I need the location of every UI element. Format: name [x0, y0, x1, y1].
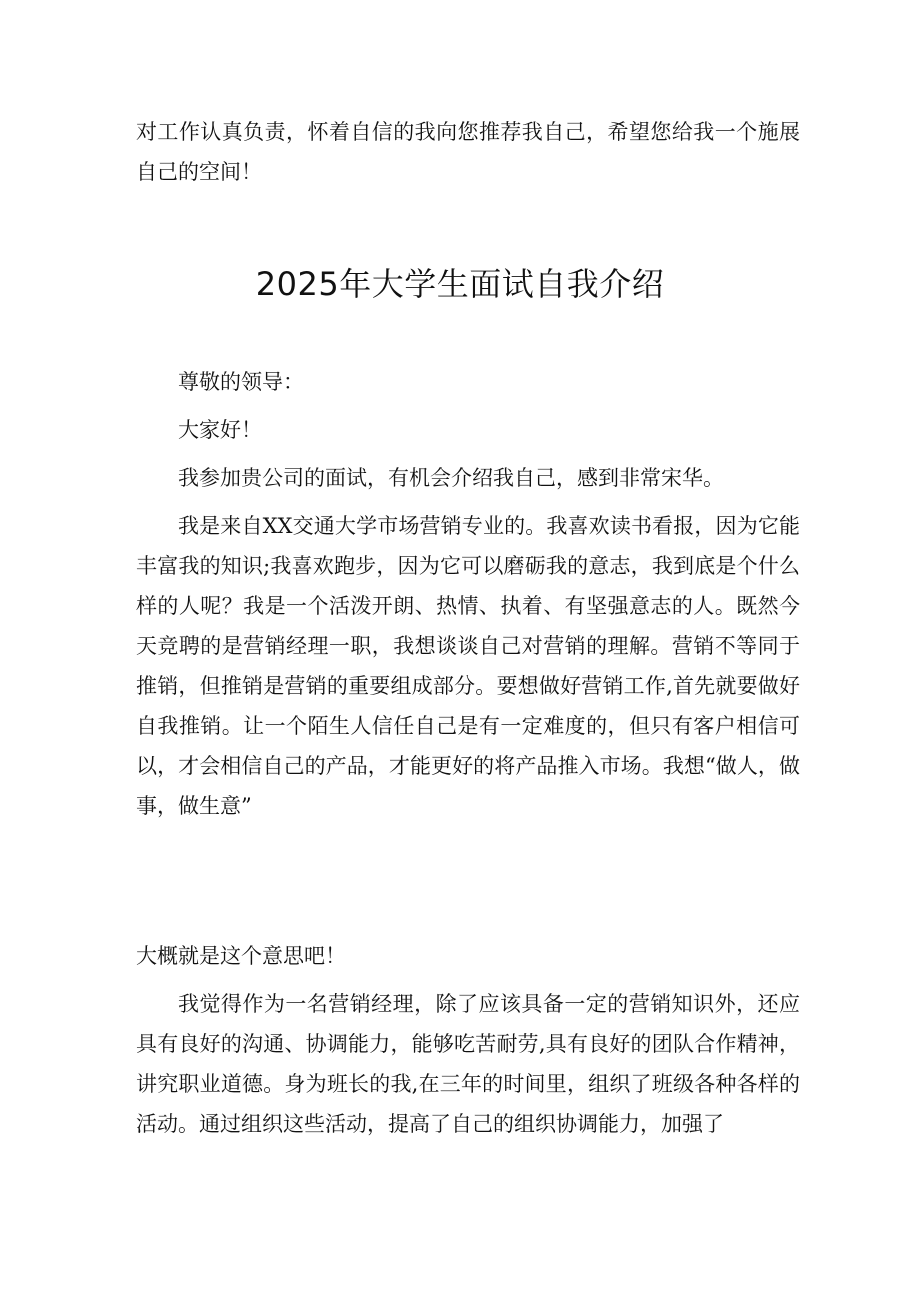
intro-tail-paragraph: 对工作认真负责，怀着自信的我向您推荐我自己，希望您给我一个施展自己的空间！	[136, 120, 800, 184]
paragraph-2: 我是来自XX交通大学市场营销专业的。我喜欢读书看报，因为它能丰富我的知识;我喜欢跑步，因为它可以磨砺我的意志，我到底是个什么样的人呢？我是一个活泼开朗、热情、执着、有坚强意志的人。既然今天竞聘的是营销经理一职，我想谈谈自己对营销的理解。营销不等同于推销，但推销是营销的重要组成部分。要想做好营销工作,首先就要做好自我推销。让一个陌生人信任自己是有一定难度的，但只有客户相信可以，才会相信自己的产品，才能更好的将产品推入市场。我想“做人，做事，做生意”	[136, 514, 800, 818]
greeting-line: 尊敬的领导：	[178, 370, 304, 394]
page-title: 2025年大学生面试自我介绍	[255, 265, 665, 303]
paragraph-4: 我觉得作为一名营销经理，除了应该具备一定的营销知识外，还应具有良好的沟通、协调能力，能够吃苦耐劳,具有良好的团队合作精神，讲究职业道德。身为班长的我,在三年的时间里，组织了班级各种各样的活动。通过组织这些活动，提高了自己的组织协调能力，加强了	[136, 992, 800, 1136]
paragraph-3: 大概就是这个意思吧！	[136, 944, 346, 968]
hello-line: 大家好！	[178, 418, 262, 442]
paragraph-1: 我参加贵公司的面试，有机会介绍我自己，感到非常宋华。	[178, 466, 724, 490]
